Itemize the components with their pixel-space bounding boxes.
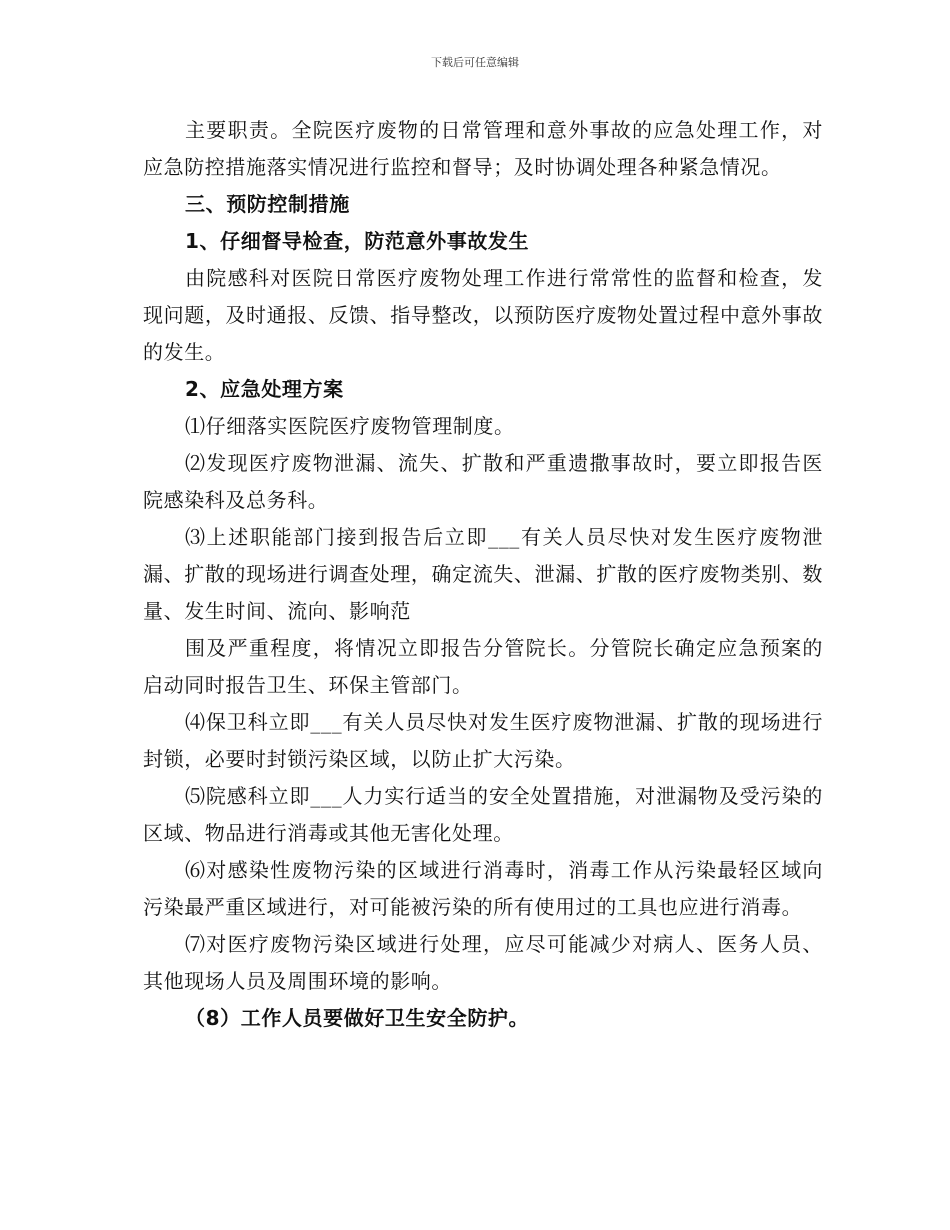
document-body: [143, 112, 823, 1037]
plan-item-8: （8）工作人员要做好卫生安全防护。: [185, 1006, 530, 1030]
page-header-note: 下载后可任意编辑: [431, 56, 519, 69]
section-heading-prevention: 三、预防控制措施: [185, 192, 350, 216]
plan-item-6: ⑹对感染性废物污染的区域进行消毒时，消毒工作从污染最轻区域向污染最严重区域进行，对可能被污染的所有使用过的工具也应进行消毒。: [143, 858, 823, 919]
plan-item-4: ⑷保卫科立即___有关人员尽快对发生医疗废物泄漏、扩散的现场进行封锁，必要时封锁污染区域，以防止扩大污染。: [143, 710, 823, 771]
subheading-emergency-plan: 2、应急处理方案: [185, 377, 344, 401]
plan-item-3-continued: 围及严重程度，将情况立即报告分管院长。分管院长确定应急预案的启动同时报告卫生、环保主管部门。: [143, 636, 823, 697]
plan-item-3: ⑶上述职能部门接到报告后立即___有关人员尽快对发生医疗废物泄漏、扩散的现场进行调查处理，确定流失、泄漏、扩散的医疗废物类别、数量、发生时间、流向、影响范: [143, 525, 823, 623]
duties-paragraph: 主要职责。全院医疗废物的日常管理和意外事故的应急处理工作，对应急防控措施落实情况进行监控和督导；及时协调处理各种紧急情况。: [143, 118, 823, 179]
plan-item-2: ⑵发现医疗废物泄漏、流失、扩散和严重遗撒事故时，要立即报告医院感染科及总务科。: [143, 451, 823, 512]
subheading-inspection: 1、仔细督导检查，防范意外事故发生: [185, 229, 530, 253]
plan-item-7: ⑺对医疗废物污染区域进行处理，应尽可能减少对病人、医务人员、其他现场人员及周围环境的影响。: [143, 932, 823, 993]
plan-item-5: ⑸院感科立即___人力实行适当的安全处置措施，对泄漏物及受污染的区域、物品进行消毒或其他无害化处理。: [143, 784, 823, 845]
inspection-paragraph: 由院感科对医院日常医疗废物处理工作进行常常性的监督和检查，发现问题，及时通报、反馈、指导整改，以预防医疗废物处置过程中意外事故的发生。: [143, 266, 823, 364]
plan-item-1: ⑴仔细落实医院医疗废物管理制度。: [185, 414, 515, 438]
